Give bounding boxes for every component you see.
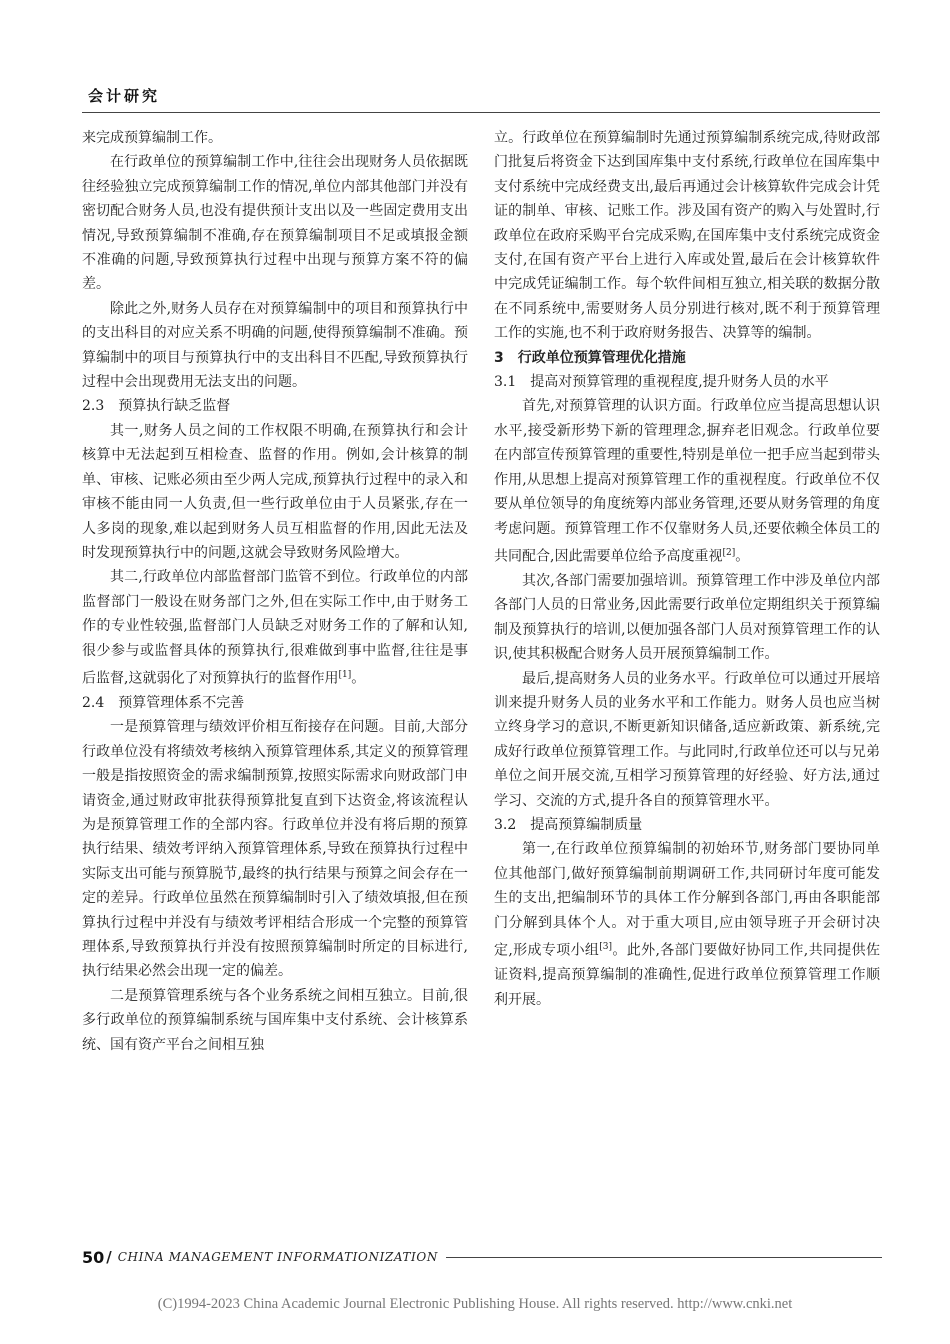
left-column: [82, 126, 468, 1057]
citation-ref: [1]: [338, 669, 352, 680]
paragraph-text: 。: [735, 548, 750, 565]
paragraph: [82, 565, 468, 691]
paragraph: 来完成预算编制工作。: [82, 130, 222, 146]
paragraph: 一是预算管理与绩效评价相互衔接存在问题。目前,大部分行政单位没有将绩效考核纳入预算管理体系,其定义的预算管理一般是指按照资金的需求编制预算,按照实际需求向财政部门申请资金,通过财政审批获得预算批复直到下达资金,将该流程认为是预算管理工作的全部内容。行政单位并没有将后期的预算执行结果、绩效考评纳入预算管理体系,导致在预算执行过程中实际支出可能与预算脱节,最终的执行结果与预算之间会存在一定的差异。行政单位虽然在预算编制时引入了绩效填报,但在预算执行过程中并没有与绩效考评相结合形成一个完整的预算管理体系,导致预算执行并没有按照预算编制时所定的目标进行,执行结果必然会出现一定的偏差。: [82, 719, 468, 980]
paragraph: 立。行政单位在预算编制时先通过预算编制系统完成,待财政部门批复后将资金下达到国库集中支付系统,行政单位在国库集中支付系统中完成经费支出,最后再通过会计核算软件完成会计凭证的制单、审核、记账工作。涉及国有资产的购入与处置时,行政单位在政府采购平台完成采购,在国库集中支付系统完成资金支付,在国有资产平台上进行入库或处置,最后在会计核算软件中完成凭证编制工作。每个软件间相互独立,相关联的数据分散在不同系统中,需要财务人员分别进行核对,既不利于预算管理工作的实施,也不利于政府财务报告、决算等的编制。: [494, 130, 880, 342]
section-heading-3-1: 3.1 提高对预算管理的重视程度,提升财务人员的水平: [494, 374, 829, 391]
paragraph: [494, 394, 880, 569]
paragraph: 其一,财务人员之间的工作权限不明确,在预算执行和会计核算中无法起到互相检查、监督的作用。例如,会计核算的制单、审核、记账必须由至少两人完成,预算执行过程中的录入和审核不能由同一人负责,但一些行政单位由于人员紧张,存在一人多岗的现象,难以起到财务人员互相监督的作用,因此无法及时发现预算执行中的问题,这就会导致财务风险增大。: [82, 422, 468, 561]
page-footer: [82, 1246, 882, 1268]
running-header-section: 会计研究: [88, 87, 161, 105]
paragraph-text: 其二,行政单位内部监督部门监管不到位。行政单位的内部监督部门一般设在财务部门之外,但在实际工作中,由于财务工作的专业性较强,监督部门人员缺乏对财务工作的了解和认知,很少参与或监督具体的预算执行,很难做到事中监督,往往是事后监督,这就弱化了对预算执行的监督作用: [82, 569, 468, 687]
section-heading-2-4: 2.4 预算管理体系不完善: [82, 695, 245, 711]
section-heading-3: 3 行政单位预算管理优化措施: [494, 349, 686, 366]
paragraph-text: 。: [351, 670, 366, 687]
section-heading-2-3: 2.3 预算执行缺乏监督: [82, 398, 231, 415]
paragraph: 二是预算管理系统与各个业务系统之间相互独立。目前,很多行政单位的预算编制系统与国库集中支付系统、会计核算系统、国有资产平台之间相互独: [82, 987, 468, 1053]
header-divider: [82, 112, 880, 113]
copyright-notice: (C)1994-2023 China Academic Journal Electronic Publishing House. All rights reserved. http://www.cnki.net: [157, 1296, 793, 1312]
paragraph-text: 首先,对预算管理的认识方面。行政单位应当提高思想认识水平,接受新形势下新的管理理念,摒弃老旧观念。行政单位要在内部宣传预算管理的重要性,特别是单位一把手应当起到带头作用,从思想上提高对预算管理工作的重视程度。行政单位不仅要从单位领导的角度统筹内部业务管理,还要从财务管理的角度考虑问题。预算管理工作不仅靠财务人员,还要依赖全体员工的共同配合,因此需要单位给予高度重视: [494, 398, 880, 565]
paragraph: 除此之外,财务人员存在对预算编制中的项目和预算执行中的支出科目的对应关系不明确的问题,使得预算编制不准确。预算编制中的项目与预算执行中的支出科目不匹配,导致预算执行过程中会出现费用无法支出的问题。: [82, 300, 468, 391]
section-heading-3-2: 3.2 提高预算编制质量: [494, 817, 643, 834]
citation-ref: [2]: [722, 547, 736, 558]
paragraph-text: 。此外,各部门要做好协同工作,共同提供佐证资料,提高预算编制的准确性,促进行政单位预算管理工作顺利开展。: [494, 942, 880, 1008]
page-number: 50: [82, 1247, 105, 1267]
paragraph: 在行政单位的预算编制工作中,往往会出现财务人员依据既往经验独立完成预算编制工作的情况,单位内部其他部门并没有密切配合财务人员,也没有提供预计支出以及一些固定费用支出情况,导致预算编制不准确,存在预算编制项目不足或填报金额不准确的问题,导致预算执行过程中出现与预算方案不符的偏差。: [82, 154, 468, 293]
paragraph-text: 第一,在行政单位预算编制的初始环节,财务部门要协同单位其他部门,做好预算编制前期调研工作,共同研讨年度可能发生的支出,把编制环节的具体工作分解到各部门,再由各职能部门分解到具体个人。对于重大项目,应由领导班子开会研讨决定,形成专项小组: [494, 841, 880, 959]
paragraph: 其次,各部门需要加强培训。预算管理工作中涉及单位内部各部门人员的日常业务,因此需要行政单位定期组织关于预算编制及预算执行的培训,以便加强各部门人员对预算管理工作的认识,使其积极配合财务人员开展预算编制工作。: [494, 572, 880, 663]
paragraph: [494, 837, 880, 1012]
journal-name: CHINA MANAGEMENT INFORMATIONIZATION: [117, 1250, 438, 1264]
footer-divider: [446, 1257, 882, 1258]
citation-ref: [3]: [599, 942, 613, 953]
right-column: [494, 126, 880, 1012]
footer-separator: /: [106, 1248, 112, 1266]
paragraph: 最后,提高财务人员的业务水平。行政单位可以通过开展培训来提升财务人员的业务水平和工作能力。财务人员也应当树立终身学习的意识,不断更新知识储备,适应新政策、新系统,完成好行政单位预算管理工作。与此同时,行政单位还可以与兄弟单位之间开展交流,互相学习预算管理的好经验、好方法,通过学习、交流的方式,提升各自的预算管理水平。: [494, 670, 880, 809]
